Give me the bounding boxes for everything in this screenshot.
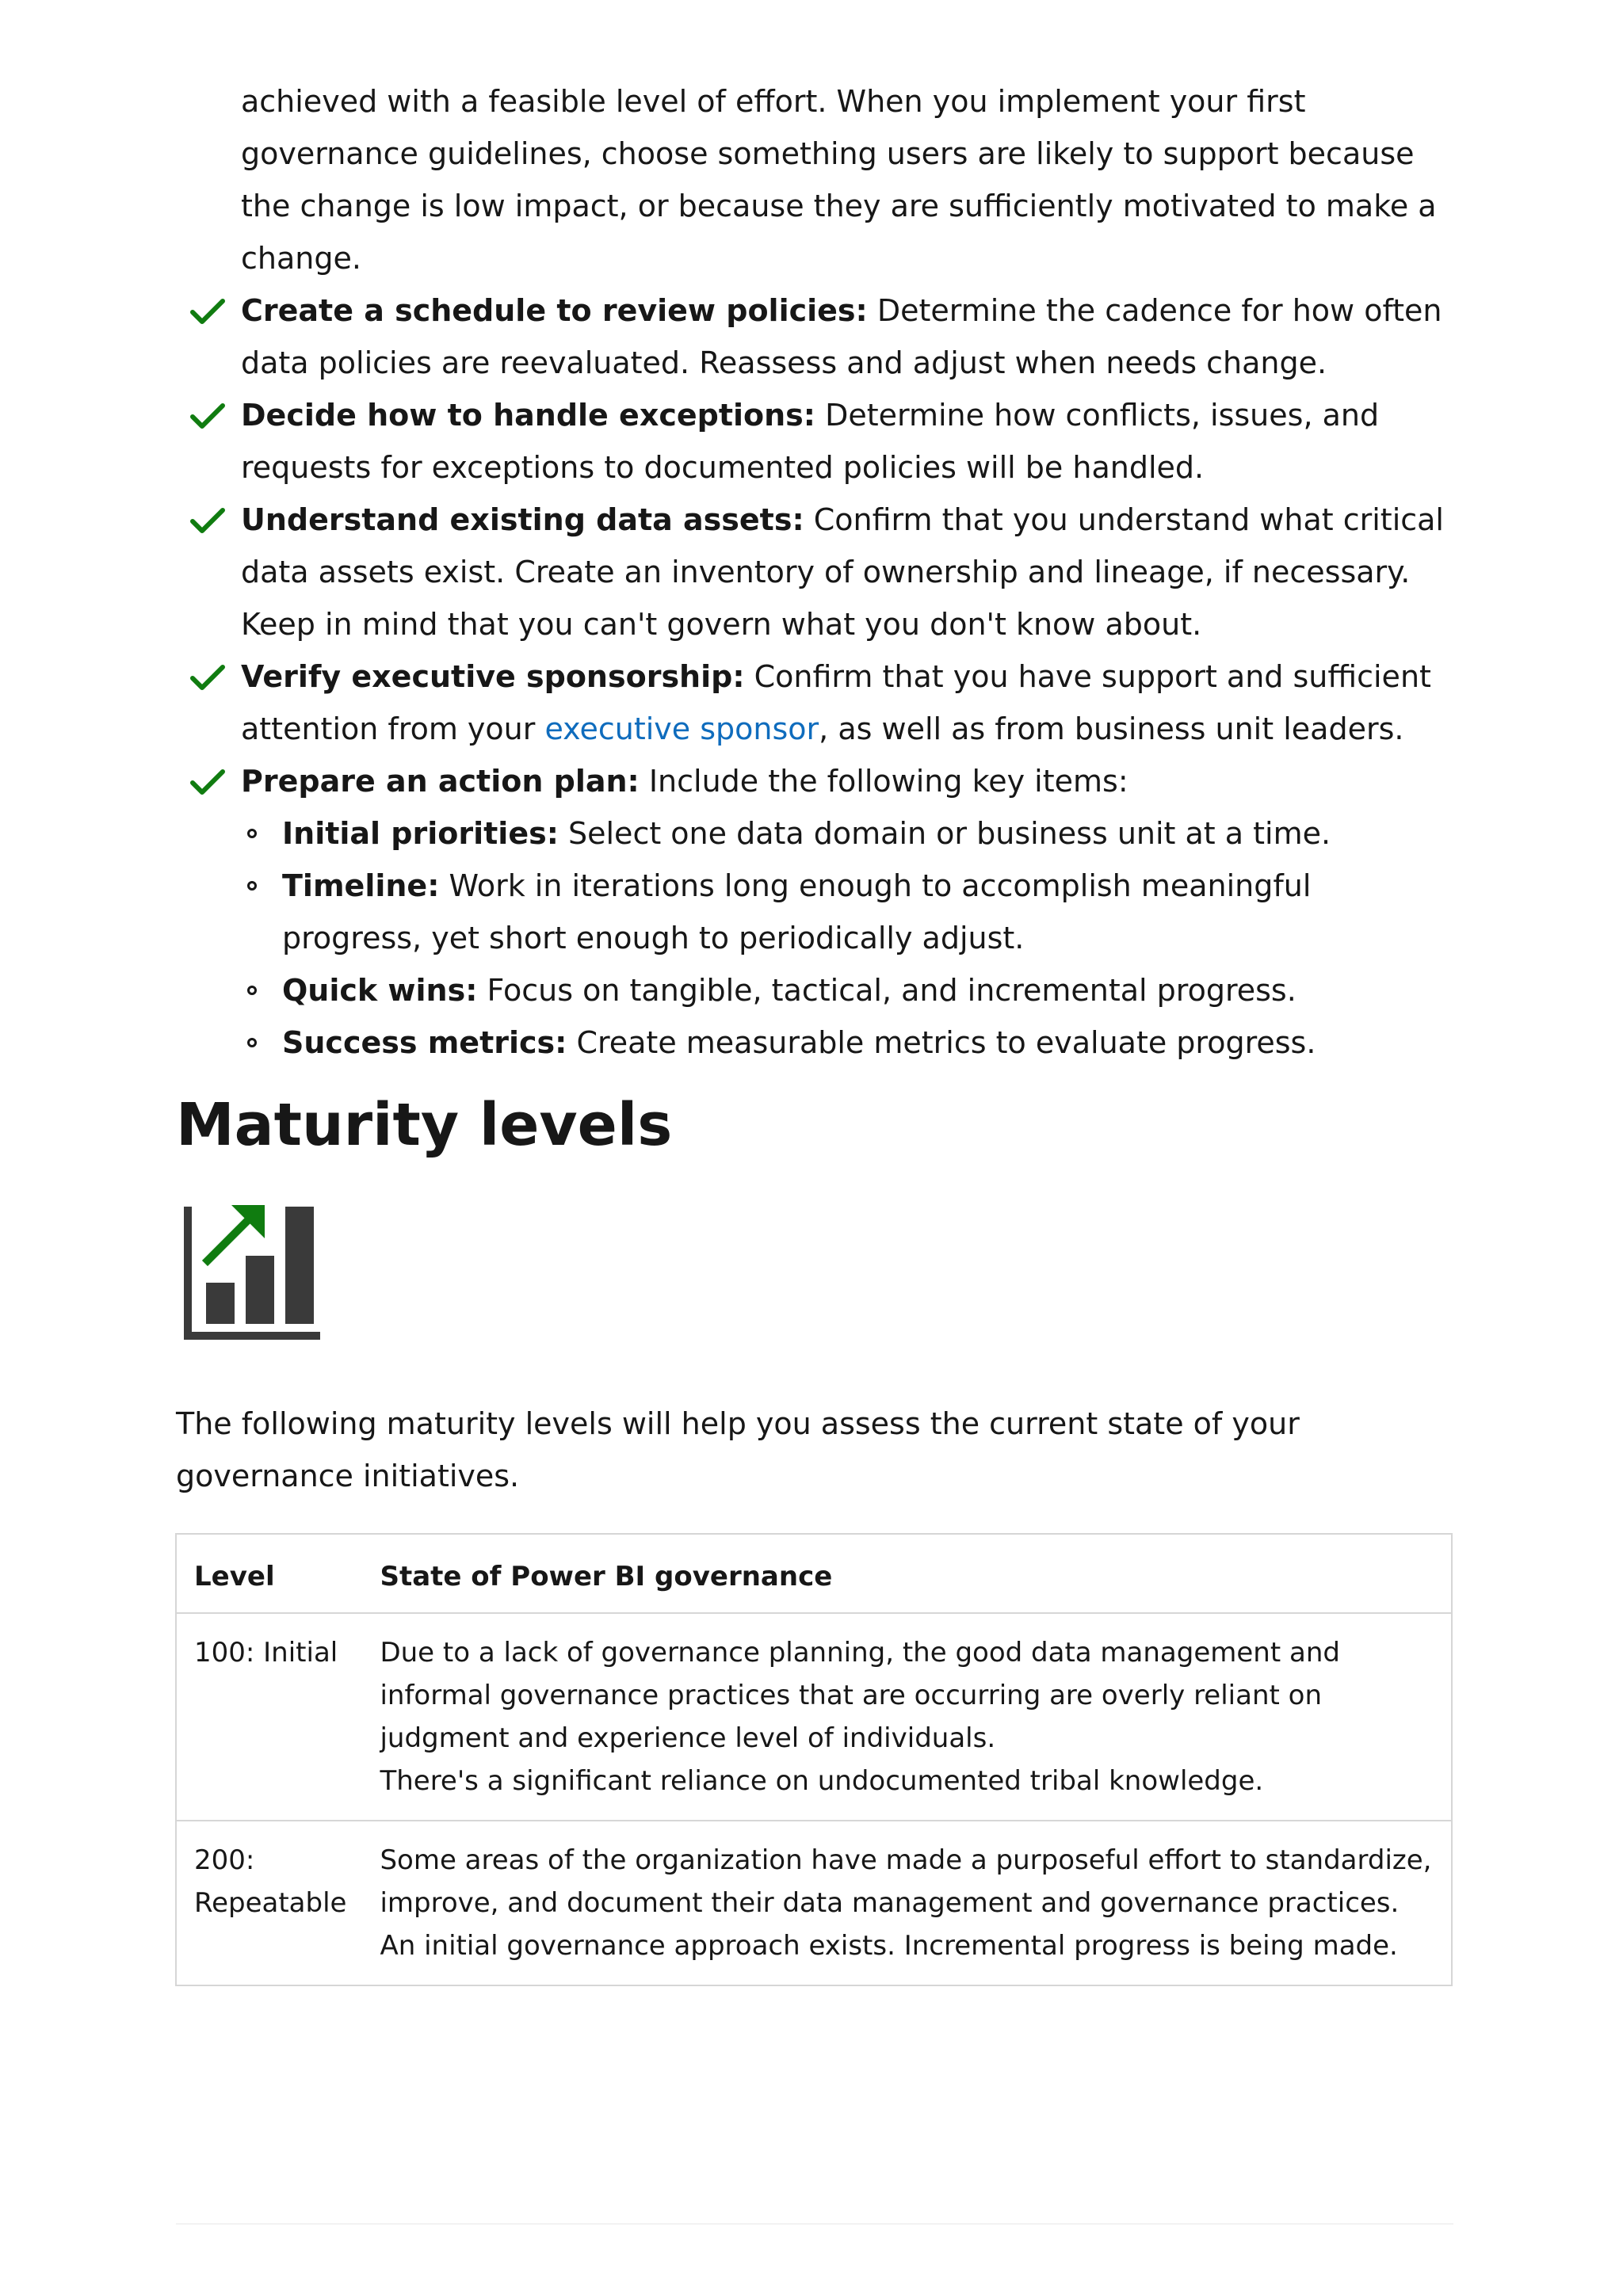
checklist-item-text: Confirm that you understand what critical data assets exist. Create an inventory of ownership and lineage, if necessary. Keep in mind that you can't govern what you don't know about. (241, 502, 1444, 642)
sublist-item-text: Create measurable metrics to evaluate progress. (567, 1025, 1316, 1060)
column-header-level: Level (176, 1534, 362, 1613)
sublist-item (241, 1016, 1453, 1069)
footer-divider (176, 2223, 1453, 2225)
table-header-row (176, 1534, 1452, 1613)
circle-bullet-icon (247, 986, 257, 995)
checklist-section (176, 75, 1453, 1069)
level-cell: 200: Repeatable (176, 1821, 362, 1985)
table-row (176, 1613, 1452, 1821)
action-plan-sublist (241, 807, 1453, 1069)
checklist-item-text: Determine the cadence for how often data policies are reevaluated. Reassess and adjust when needs change. (241, 293, 1442, 380)
sublist-item-title: Initial priorities: (282, 816, 559, 851)
checklist-item (176, 650, 1453, 755)
state-paragraph: There's a significant reliance on undocumented tribal knowledge. (380, 1765, 1264, 1797)
sublist-item-text: Select one data domain or business unit at a time. (558, 816, 1331, 851)
checklist-item (176, 494, 1453, 650)
sublist-item-title: Timeline: (282, 868, 440, 903)
state-cell (362, 1613, 1452, 1821)
sublist-item-title: Success metrics: (282, 1025, 567, 1060)
sublist-item-text: Focus on tangible, tactical, and incremental progress. (477, 973, 1296, 1008)
intro-paragraph: The following maturity levels will help you assess the current state of your governance initiatives. (176, 1406, 1300, 1493)
state-cell (362, 1821, 1452, 1985)
maturity-levels-table (175, 1533, 1453, 1986)
checkmark-icon (190, 508, 225, 535)
executive-sponsor-link[interactable]: executive sponsor (544, 711, 819, 746)
checklist-item-text: Confirm that you have support and sufficient attention from your (241, 659, 1431, 746)
checklist-item-title: Decide how to handle exceptions: (241, 398, 815, 433)
checklist-item-title: Verify executive sponsorship: (241, 659, 745, 694)
level-cell: 100: Initial (176, 1613, 362, 1821)
checklist-item (176, 284, 1453, 389)
checkmark-icon (190, 665, 225, 692)
state-paragraph: Some areas of the organization have made a purposeful effort to standardize, improve, and document their data management and governance practices. (380, 1844, 1432, 1919)
checklist-item (176, 389, 1453, 494)
circle-bullet-icon (247, 881, 257, 891)
column-header-state: State of Power BI governance (362, 1534, 1452, 1613)
checklist-item-text: Determine how conflicts, issues, and requests for exceptions to documented policies will be handled. (241, 398, 1380, 485)
checklist-item-title: Create a schedule to review policies: (241, 293, 868, 328)
state-paragraph: An initial governance approach exists. Incremental progress is being made. (380, 1930, 1398, 1962)
checklist-item (176, 755, 1453, 1069)
checkmark-icon (190, 299, 225, 326)
checklist-item-title: Understand existing data assets: (241, 502, 804, 537)
sublist-item-text: Work in iterations long enough to accomplish meaningful progress, yet short enough to periodically adjust. (282, 868, 1312, 955)
sublist-item-title: Quick wins: (282, 973, 478, 1008)
table-row (176, 1821, 1452, 1985)
section-heading: Maturity levels (176, 1091, 673, 1159)
sublist-item (241, 807, 1453, 860)
sublist-item (241, 964, 1453, 1016)
circle-bullet-icon (247, 829, 257, 838)
state-paragraph: Due to a lack of governance planning, the good data management and informal governance practices that are occurring are overly reliant on judgment and experience level of individuals. (380, 1637, 1340, 1754)
checklist-item-text-after: , as well as from business unit leaders. (819, 711, 1404, 746)
checklist-item-title: Prepare an action plan: (241, 764, 640, 799)
checkmark-icon (190, 403, 225, 430)
sublist-item (241, 860, 1453, 964)
continuation-paragraph: achieved with a feasible level of effort. When you implement your first governance guidelines, choose something users are likely to support because the change is low impact, or because they are sufficiently motivated to make a change. (241, 84, 1437, 276)
maturity-chart-icon (181, 1200, 323, 1343)
checklist (176, 284, 1453, 1069)
checklist-item-text: Include the following key items: (639, 764, 1128, 799)
circle-bullet-icon (247, 1038, 257, 1047)
checkmark-icon (190, 769, 225, 796)
